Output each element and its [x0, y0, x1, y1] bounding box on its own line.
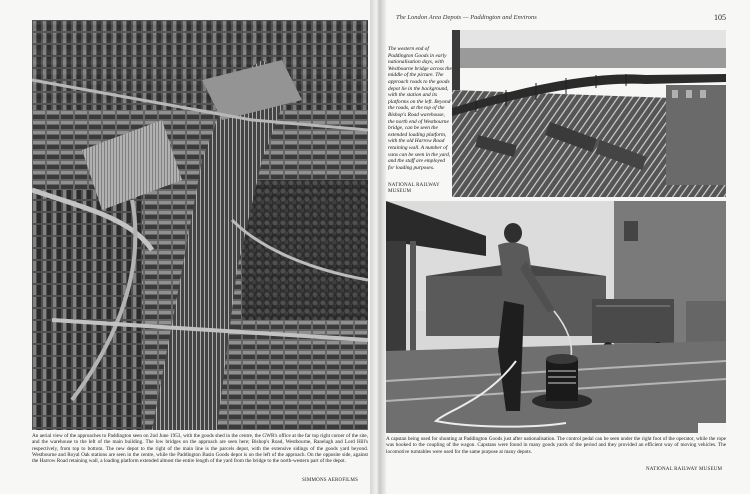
capstan-photo-image — [386, 201, 726, 433]
aerial-photo-image — [32, 20, 368, 430]
aerial-photo-credit: SIMMONS AEROFILMS — [302, 478, 359, 483]
page-number: 105 — [714, 13, 726, 22]
running-head: The London Area Depots — Paddington and Environs — [396, 14, 537, 21]
aerial-photo-caption: An aerial view of the approaches to Paddington seen on 2nd June 1953, with the goods shed in the centre, the GWR's office at the far top right corner of the site, and the warehouse to the left of the main building. The low bridges on the approach are seen here; Bishop's Road, Westbourne, Ranelagh and Lord Hill's respectively, from top to bottom. The new depot to the right of the main line is the parcels depot, with the extensive sidings of the goods yard beyond. Westbourne and Royal Oak stations are seen in the centre, while the Paddington Basin Goods depot is on the left of the approach. On the opposite side, against the Harrow Road retaining wall, a loading platform extended almost the entire length of the yard from the bridge to the north-western part of the depot. — [32, 433, 368, 465]
book-gutter — [370, 0, 386, 494]
goods-yard-credit: NATIONAL RAILWAY MUSEUM — [388, 183, 440, 194]
goods-yard-caption: The western end of Paddington Goods in early nationalisation days, with Westbourne bridge across the middle of the picture. The approach roads to the goods depot lie in the background, with the station and its platforms on the left. Beyond the roads, at the top of the Bishop's Road warehouse, the north end of Westbourne bridge, can be seen the extended loading platform, with the old Harrow Road retaining wall. A number of vans can be seen in the yard, and the staff are employed for loading purposes. — [388, 46, 452, 174]
capstan-photo — [386, 201, 726, 433]
capstan-photo-credit: NATIONAL RAILWAY MUSEUM — [646, 467, 723, 472]
aerial-photo — [32, 20, 368, 430]
capstan-photo-caption: A capstan being used for shunting at Paddington Goods just after nationalisation. The control pedal can be seen under the right foot of the operator, while the rope was hooked to the coupling of the wagon. Capstans were found in many goods yards of the period and they provided an efficient way of moving vehicles. The locomotive turntables were used for the same purpose at many depots. — [386, 436, 726, 455]
